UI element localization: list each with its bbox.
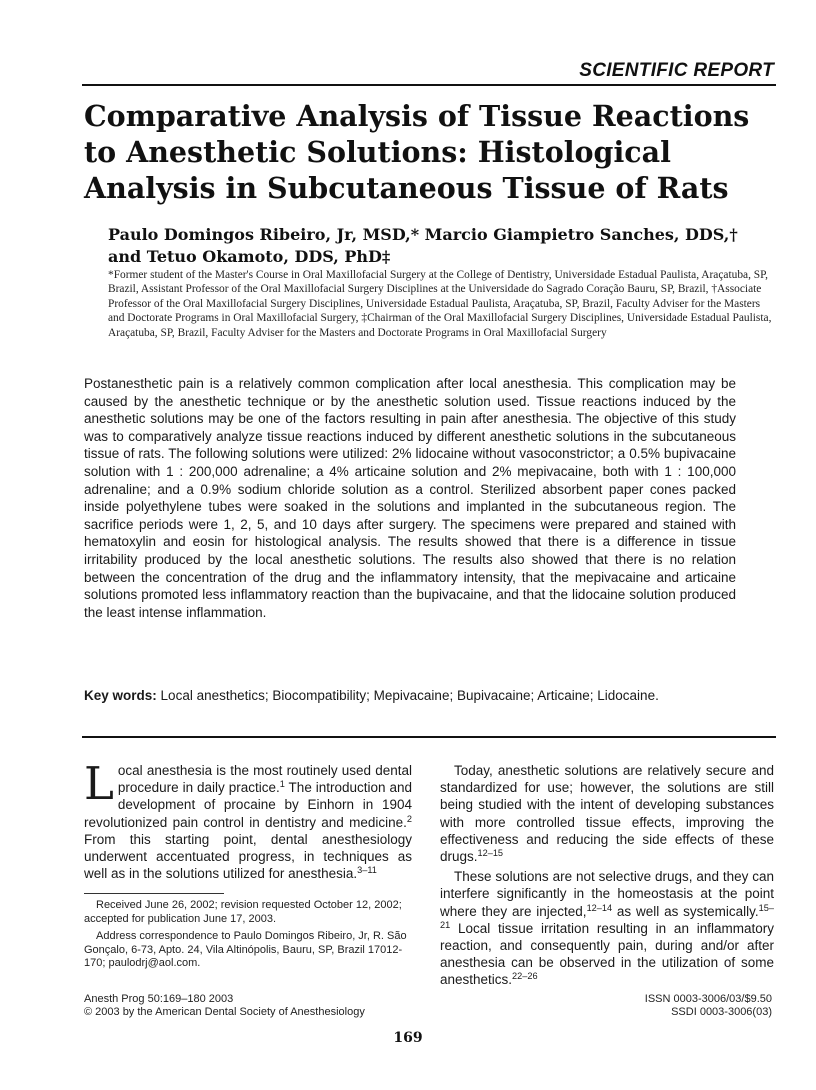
copyright-line: © 2003 by the American Dental Society of Anesthesiology bbox=[84, 1006, 365, 1018]
author-list: Paulo Domingos Ribeiro, Jr, MSD,* Marcio Giampietro Sanches, DDS,† and Tetuo Okamoto, DDS, PhD‡ bbox=[108, 225, 738, 266]
abstract-rule bbox=[82, 736, 776, 738]
correspondence-note: Address correspondence to Paulo Domingos Ribeiro, Jr, R. São Gonçalo, 6-73, Apto. 24, Vila Altinópolis, Bauru, SP, Brazil 17012-170; paulodrj@aol.com. bbox=[84, 930, 407, 970]
article-title: Comparative Analysis of Tissue Reactions to Anesthetic Solutions: Histological Analysis in Subcutaneous Tissue of Rats bbox=[84, 99, 750, 205]
citation: 22–26 bbox=[512, 971, 538, 982]
received-note: Received June 26, 2002; revision requested October 12, 2002; accepted for publication June 17, 2003. bbox=[84, 899, 402, 925]
intro-paragraph-2: Today, anesthetic solutions are relatively secure and standardized for use; however, the solutions are still being studied with the intent of developing substances with more controlled tissue effects, improving the effectiveness and reducing the side effects of these drugs.$^{12-15}$ bbox=[440, 763, 774, 865]
footnotes bbox=[84, 899, 412, 971]
section-label: SCIENTIFIC REPORT bbox=[579, 60, 774, 81]
citation: 1 bbox=[279, 779, 285, 790]
issn-line: ISSN 0003-3006/03/$9.50 bbox=[644, 993, 772, 1005]
keywords-list: Local anesthetics; Biocompatibility; Mepivacaine; Bupivacaine; Articaine; Lidocaine. bbox=[160, 688, 659, 703]
body-column-left bbox=[84, 757, 412, 882]
drop-cap: L bbox=[84, 757, 114, 810]
intro-paragraph-1: Local anesthesia is the most routinely used dental procedure in daily practice.$^1$ The introduction and development of procaine by Einhorn in 1904 revolutionized pain control in dentistry and medicine.$^2$ From this starting point, dental anesthesiology underwent accentuated progress, in techniques as well as in the solutions utilized for anesthesia.$^{3-11}$ bbox=[84, 757, 412, 882]
footnote-rule bbox=[84, 893, 224, 894]
citation: 3–11 bbox=[357, 865, 377, 876]
journal-citation bbox=[84, 993, 414, 1019]
body-column-right bbox=[440, 762, 774, 989]
keywords bbox=[84, 687, 736, 705]
abstract: Postanesthetic pain is a relatively common complication after local anesthesia. This complication may be caused by the anesthetic technique or by the anesthetic solution used. Tissue reactions induced by the anesthetic solutions may be one of the factors resulting in pain after anesthesia. The objective of this study was to comparatively analyze tissue reactions induced by different anesthetic solutions in the subcutaneous tissue of rats. The following solutions were utilized: 2% lidocaine without vasoconstrictor; a 0.5% bupivacaine solution with 1 : 200,000 adrenaline; a 4% articaine solution and 2% mepivacaine, both with 1 : 100,000 adrenaline; and a 0.9% sodium chloride solution as a control. Sterilized absorbent paper cones packed inside polyethylene tubes were soaked in the solutions and implanted in the subcutaneous region. The sacrifice periods were 1, 2, 5, and 10 days after surgery. The specimens were prepared and stained with hematoxylin and eosin for histological analysis. The results showed that there is a difference in tissue irritability produced by the local anesthetic solutions. The results also showed that there is no relation between the concentration of the drug and the inflammatory intensity, that the mepivacaine and articaine solutions promoted less inflammatory reaction than the bupivacaine, and that the lidocaine solution produced the least intense inflammation. bbox=[84, 376, 736, 620]
citation: 12–14 bbox=[586, 902, 613, 913]
page-number: 169 bbox=[393, 1030, 423, 1046]
ssdi-line: SSDI 0003-3006(03) bbox=[671, 1006, 772, 1018]
keywords-label: Key words: bbox=[84, 688, 157, 703]
citation: 12–15 bbox=[477, 847, 504, 858]
header-rule bbox=[82, 84, 776, 86]
issn-block bbox=[442, 993, 772, 1019]
citation: 15–21 bbox=[440, 902, 774, 930]
author-affiliations: *Former student of the Master's Course in Oral Maxillofacial Surgery at the College of Dentistry, Universidade Estadual Paulista, Araçatuba, SP, Brazil, Assistant Professor of the Oral Maxillofacial Surgery Disciplines at the Universidade do Sagrado Coração Bauru, SP, Brazil, †Associate Professor of the Oral Maxillofacial Surgery Disciplines, Universidade Estadual Paulista, Araçatuba, SP, Brazil, Faculty Adviser for the Masters and Doctorate Programs in Oral Maxillofacial Surgery, ‡Chairman of the Oral Maxillofacial Surgery Disciplines, Universidade Estadual Paulista, Araçatuba, SP, Brazil, Faculty Adviser for the Masters and Doctorate Programs in Oral Maxillofacial Surgery bbox=[108, 269, 772, 339]
citation: 2 bbox=[406, 813, 412, 824]
journal-volume-line: Anesth Prog 50:169–180 2003 bbox=[84, 993, 234, 1005]
intro-paragraph-3: These solutions are not selective drugs, and they can interfere significantly in the homeostasis at the point where they are injected,$^{12-14}$ as well as systemically.$^{15-21}$ Local tissue irritation resulting in an inflammatory reaction, and consequently pain, during and/or after anesthesia can be observed in the utilization of some anesthetics.$^{22-26}$ bbox=[440, 869, 774, 988]
